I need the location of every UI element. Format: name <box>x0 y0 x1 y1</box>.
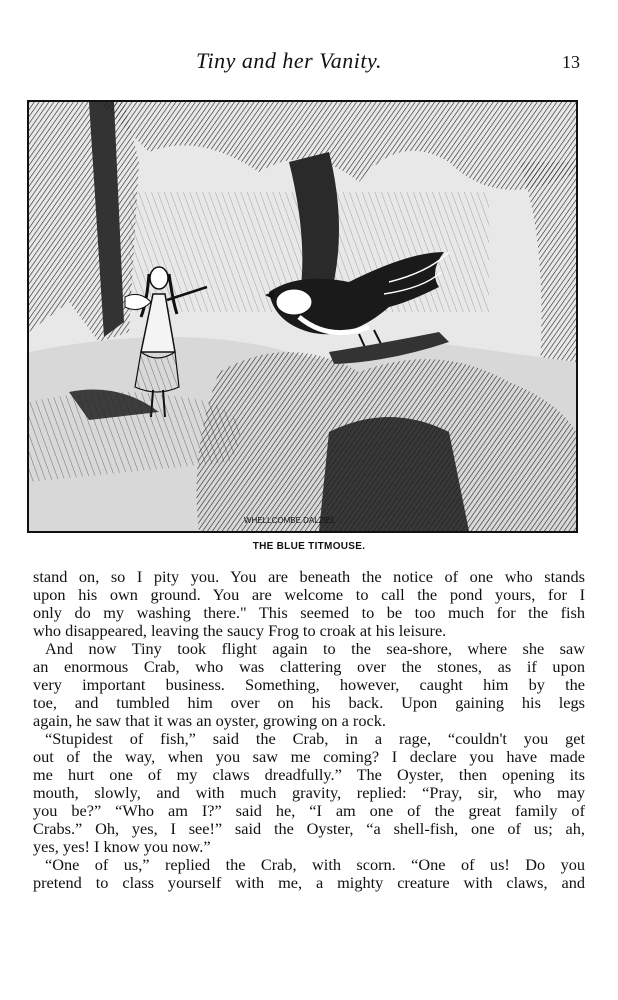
body-text <box>33 568 585 892</box>
engraving-drawing <box>29 102 576 531</box>
text-line: upon his own ground. You are welcome to call the pond yours, for I <box>33 586 585 604</box>
text-line: pretend to class yourself with me, a mighty creature with claws, and <box>33 874 585 892</box>
text-line: who disappeared, leaving the saucy Frog to croak at his leisure. <box>33 622 447 640</box>
illustration-engraving <box>27 100 578 533</box>
engraver-signature: WHELLCOMBE DALZIEL <box>244 516 336 525</box>
text-line: me hurt one of my claws dreadfully.” The Oyster, then opening its <box>33 766 585 784</box>
running-title: Tiny and her Vanity. <box>196 48 382 73</box>
dark-bush <box>319 417 469 531</box>
text-line: mouth, slowly, and with much gravity, replied: “Pray, sir, who may <box>33 784 585 802</box>
text-line: very important business. Something, however, caught him by the <box>33 676 585 694</box>
running-head <box>0 46 618 76</box>
text-line: toe, and tumbled him over on his back. Upon gaining his legs <box>33 694 585 712</box>
text-line: Crabs.” Oh, yes, I see!” said the Oyster, “a shell-fish, one of us; ah, <box>33 820 585 838</box>
text-line: out of the way, when you saw me coming? I declare you have made <box>33 748 585 766</box>
text-line: an enormous Crab, who was clattering over the stones, as if upon <box>33 658 585 676</box>
text-line: again, he saw that it was an oyster, growing on a rock. <box>33 712 386 730</box>
text-line: And now Tiny took flight again to the sea-shore, where she saw <box>45 640 585 658</box>
illustration-caption: THE BLUE TITMOUSE. <box>252 541 366 552</box>
page-number: 13 <box>562 52 580 72</box>
text-line: only do my washing there." This seemed to be too much for the fish <box>33 604 585 622</box>
text-line: “One of us,” replied the Crab, with scorn. “One of us! Do you <box>45 856 585 874</box>
text-line: you be?” “Who am I?” said he, “I am one of the great family of <box>33 802 585 820</box>
text-line: “Stupidest of fish,” said the Crab, in a rage, “couldn't you get <box>45 730 585 748</box>
text-line: yes, yes! I know you now.” <box>33 838 211 856</box>
text-line: stand on, so I pity you. You are beneath the notice of one who stands <box>33 568 585 586</box>
